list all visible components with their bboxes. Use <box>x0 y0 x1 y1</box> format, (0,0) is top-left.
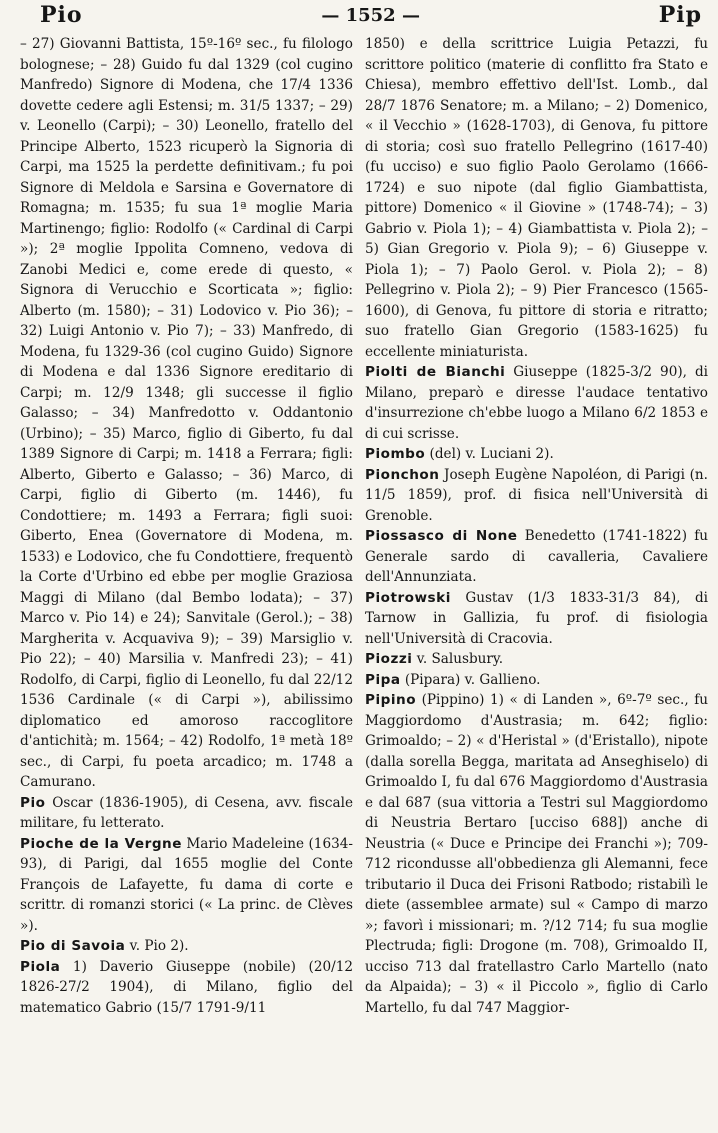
entry-lemma: Piozzi <box>365 651 413 667</box>
page-number: — 1552 — <box>321 4 420 26</box>
entry-text: (Pippino) 1) « di Landen », 6º-7º sec., fu Maggiordomo d'Austrasia; m. 642; figlio: Grimoaldo; – 2) « d'Heristal » (d'Eristallo), nipote (dalla sorella Begga, maritata ad Anseghiselo) di Grimoaldo I, fu dal 676 Maggiordomo d'Austrasia e dal 687 (sua vittoria a Testri sul Maggiordomo di Neustria Bertaro [ucciso 688]) anche di Neustria (« Duce e Principe dei Franchi »); 709-712 ricondusse all'obbedienza gli Alemanni, fece tributario il Duca dei Frisoni Ratbodo; ristabilì le diete (assemblee armate) sul « Campo di marzo »; favorì i missionari; m. ?/12 714; fu sua moglie Plectruda; figli: Drogone (m. 708), Grimoaldo II, ucciso 713 dal fratellastro Carlo Martello (nato da Alpaida); – 3) « il Piccolo », figlio di Carlo Martello, fu dal 747 Maggior- <box>365 692 708 1016</box>
left-column <box>0 34 359 1129</box>
entry-text: v. Pio 2). <box>125 938 189 954</box>
entry-pionchon <box>365 465 708 527</box>
entry-pio-oscar <box>20 793 353 834</box>
entry-lemma: Pioche de la Vergne <box>20 835 182 852</box>
entry-piozzi <box>365 649 708 670</box>
entry-text: Giuseppe (1825-3/2 90), di Milano, preparò e diresse l'audace tentativo d'insurrezione ch'ebbe luogo a Milano 6/2 1853 e di cui scrisse. <box>365 364 708 442</box>
entry-text: 1) Daverio Giuseppe (nobile) (20/12 1826-27/2 1904), di Milano, figlio del matematico Gabrio (15/7 1791-9/11 <box>20 958 353 1016</box>
entry-pipa <box>365 670 708 691</box>
entry-piombo <box>365 444 708 465</box>
entry-text: Joseph Eugène Napoléon, di Parigi (n. 11/5 1859), prof. di fisica nell'Università di Grenoble. <box>365 466 708 524</box>
right-running-head: Pip <box>658 2 702 28</box>
entry-piola <box>20 957 353 1019</box>
entry-text: Oscar (1836-1905), di Cesena, avv. fiscale militare, fu letterato. <box>20 794 353 831</box>
entry-piotrowski <box>365 588 708 650</box>
entry-text: Gustav (1/3 1833-31/3 84), di Tarnow in Gallizia, fu prof. di fisiologia nell'Università di Cracovia. <box>365 589 708 647</box>
page-header <box>0 0 718 30</box>
entry-lemma: Piotrowski <box>365 589 451 606</box>
entry-lemma: Piossasco di None <box>365 528 518 544</box>
entry-text: (Pipara) v. Gallieno. <box>400 671 541 688</box>
entry-lemma: Pipino <box>365 692 417 708</box>
entry-pio-di-savoia <box>20 936 353 957</box>
entry-lemma: Piombo <box>365 446 426 462</box>
entry-text: Mario Madeleine (1634-93), di Parigi, dal 1655 moglie del Conte François de Lafayette, fu dama di corte e scrittr. di romanzi storici (« La princ. de Clèves »). <box>20 835 353 934</box>
entry-text: (del) v. Luciani 2). <box>425 446 554 462</box>
entry-pipino <box>365 690 708 1018</box>
entry-lemma: Pio <box>20 794 46 811</box>
right-column <box>359 34 718 1129</box>
entry-piossasco <box>365 526 708 588</box>
entry-lemma: Pionchon <box>365 466 440 483</box>
entry-lemma: Piola <box>20 958 61 975</box>
entry-piolti <box>365 362 708 444</box>
left-running-head: Pio <box>40 2 83 28</box>
entry-lemma: Pio di Savoia <box>20 938 126 954</box>
entry-lemma: Pipa <box>365 671 401 688</box>
text-columns <box>0 34 718 1129</box>
entry-lemma: Piolti de Bianchi <box>365 364 506 380</box>
entry-continuation: – 27) Giovanni Battista, 15º-16º sec., fu filologo bolognese; – 28) Guido fu dal 1329 (col cugino Manfredo) Signore di Modena, che 17/4 1336 dovette cedere agli Estensi; m. 31/5 1337; – 29) v. Leonello (Carpi); – 30) Leonello, fratello del Principe Alberto, 1523 ricuperò la Signoria di Carpi, ma 1525 la perdette definitivam.; fu poi Signore di Meldola e Sarsina e Governatore di Romagna; m. 1535; fu sua 1ª moglie Maria Martinengo; figlio: Rodolfo (« Cardinal di Carpi »); 2ª moglie Ippolita Comneno, vedova di Zanobi Medici e, come erede di questo, « Signora di Verucchio e Scorticata »; figlio: Alberto (m. 1580); – 31) Lodovico v. Pio 36); – 32) Luigi Antonio v. Pio 7); – 33) Manfredo, di Modena, fu 1329-36 (col cugino Guido) Signore di Modena e dal 1336 Signore ereditario di Carpi; m. 12/9 1348; gli successe il figlio Galasso; – 34) Manfredotto v. Oddantonio (Urbino); – 35) Marco, figlio di Giberto, fu dal 1389 Signore di Carpi; m. 1418 a Ferrara; figli: Alberto, Giberto e Galasso; – 36) Marco, di Carpi, figlio di Giberto (m. 1446), fu Condottiere; m. 1493 a Ferrara; figli suoi: Giberto, Enea (Governatore di Modena, m. 1533) e Lodovico, che fu Condottiere, frequentò la Corte d'Urbino ed ebbe per moglie Graziosa Maggi di Milano (dal Bembo lodata); – 37) Marco v. Pio 14) e 24); Sanvitale (Gerol.); – 38) Margherita v. Acquaviva 9); – 39) Marsiglio v. Pio 22); – 40) Marsilia v. Manfredi 23); – 41) Rodolfo, di Carpi, figlio di Leonello, fu dal 22/12 1536 Cardinale (« di Carpi »), abilissimo diplomatico ed amoroso raccoglitore d'antichità; m. 1564; – 42) Rodolfo, 1ª metà 18º sec., di Carpi, fu poeta arcadico; m. 1748 a Camurano. <box>20 36 353 790</box>
entry-text: Benedetto (1741-1822) fu Generale sardo di cavalleria, Cavaliere dell'Annunziata. <box>365 528 708 585</box>
entry-text: v. Salusbury. <box>412 651 504 667</box>
entry-pioche <box>20 834 353 937</box>
entry-continuation: 1850) e della scrittrice Luigia Petazzi, fu scrittore politico (materie di conflitto fra Stato e Chiesa), membro effettivo dell'Ist. Lomb., dal 28/7 1876 Senatore; m. a Milano; – 2) Domenico, « il Vecchio » (1628-1703), di Genova, fu pittore di storia; così suo fratello Pellegrino (1617-40) (fu ucciso) e suo figlio Paolo Gerolamo (1666-1724) e suo nipote (dal figlio Giambattista, pittore) Domenico « il Giovine » (1748-74); – 3) Gabrio v. Piola 1); – 4) Giambattista v. Piola 2); – 5) Gian Gregorio v. Piola 9); – 6) Giuseppe v. Piola 1); – 7) Paolo Gerol. v. Piola 2); – 8) Pellegrino v. Piola 2); – 9) Pier Francesco (1565-1600), di Genova, fu pittore di storia e ritratto; suo fratello Gian Gregorio (1583-1625) fu eccellente miniaturista. <box>365 36 708 360</box>
